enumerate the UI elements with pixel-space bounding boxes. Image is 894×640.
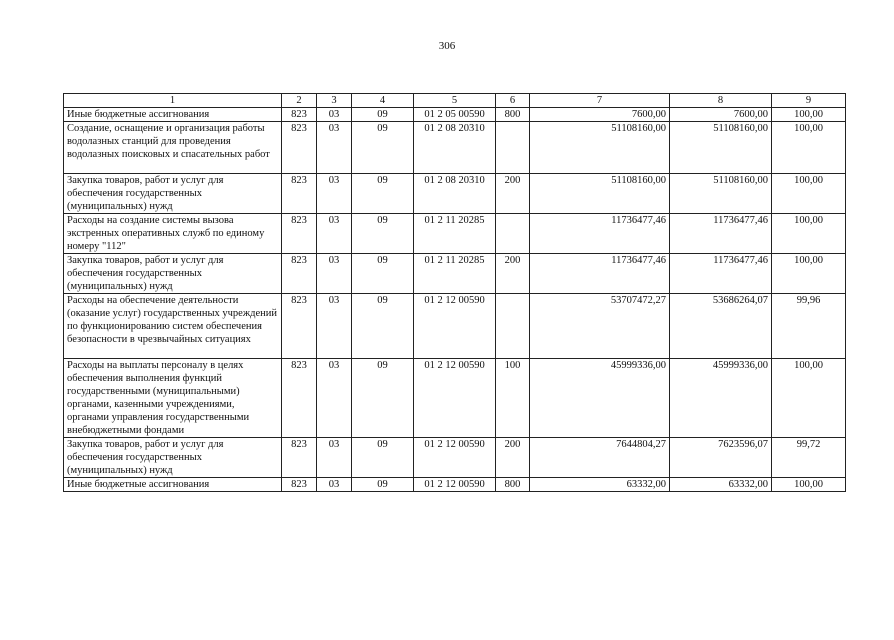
row-subsection-cell: 09 — [352, 174, 414, 214]
row-target-article-cell: 01 2 12 00590 — [414, 478, 496, 492]
row-expense-type-cell: 200 — [496, 254, 530, 294]
table-row — [64, 122, 846, 174]
row-target-article-cell: 01 2 11 20285 — [414, 254, 496, 294]
row-section-cell: 03 — [317, 254, 352, 294]
row-executed-amount-cell: 51108160,00 — [670, 174, 772, 214]
row-target-article-cell: 01 2 08 20310 — [414, 174, 496, 214]
row-code-cell: 823 — [282, 438, 317, 478]
row-section-cell: 03 — [317, 359, 352, 438]
row-subsection-cell: 09 — [352, 122, 414, 174]
header-cell: 6 — [496, 94, 530, 108]
row-planned-amount-cell: 53707472,27 — [530, 294, 670, 359]
row-executed-amount-cell: 63332,00 — [670, 478, 772, 492]
row-executed-amount-cell: 45999336,00 — [670, 359, 772, 438]
row-subsection-cell: 09 — [352, 254, 414, 294]
row-target-article-cell: 01 2 12 00590 — [414, 359, 496, 438]
row-percent-cell: 100,00 — [772, 359, 846, 438]
header-cell: 7 — [530, 94, 670, 108]
row-section-cell: 03 — [317, 122, 352, 174]
row-target-article-cell: 01 2 12 00590 — [414, 438, 496, 478]
row-planned-amount-cell: 63332,00 — [530, 478, 670, 492]
header-cell: 5 — [414, 94, 496, 108]
header-cell: 8 — [670, 94, 772, 108]
row-target-article-cell: 01 2 05 00590 — [414, 108, 496, 122]
header-cell: 4 — [352, 94, 414, 108]
row-expense-type-cell — [496, 214, 530, 254]
table-row — [64, 294, 846, 359]
row-code-cell: 823 — [282, 359, 317, 438]
row-name-cell: Расходы на выплаты персоналу в целях обеспечения выполнения функций государственными (муниципальными) органами, казенными учреждениями, органами управления государственными внебюджетными фондами — [64, 359, 282, 438]
row-executed-amount-cell: 7623596,07 — [670, 438, 772, 478]
row-name-cell: Закупка товаров, работ и услуг для обеспечения государственных (муниципальных) нужд — [64, 438, 282, 478]
row-executed-amount-cell: 51108160,00 — [670, 122, 772, 174]
row-expense-type-cell: 200 — [496, 438, 530, 478]
row-section-cell: 03 — [317, 478, 352, 492]
row-name-cell: Расходы на обеспечение деятельности (оказание услуг) государственных учреждений по функционированию систем обеспечения безопасности в чрезвычайных ситуациях — [64, 294, 282, 359]
row-code-cell: 823 — [282, 254, 317, 294]
row-expense-type-cell: 100 — [496, 359, 530, 438]
row-subsection-cell: 09 — [352, 214, 414, 254]
row-name-cell: Иные бюджетные ассигнования — [64, 108, 282, 122]
table-header-row — [64, 94, 846, 108]
row-planned-amount-cell: 11736477,46 — [530, 214, 670, 254]
row-code-cell: 823 — [282, 108, 317, 122]
row-code-cell: 823 — [282, 174, 317, 214]
row-code-cell: 823 — [282, 294, 317, 359]
row-percent-cell: 100,00 — [772, 254, 846, 294]
row-executed-amount-cell: 11736477,46 — [670, 254, 772, 294]
row-executed-amount-cell: 7600,00 — [670, 108, 772, 122]
row-code-cell: 823 — [282, 122, 317, 174]
header-cell: 9 — [772, 94, 846, 108]
row-subsection-cell: 09 — [352, 294, 414, 359]
row-target-article-cell: 01 2 08 20310 — [414, 122, 496, 174]
table-row — [64, 174, 846, 214]
row-name-cell: Закупка товаров, работ и услуг для обеспечения государственных (муниципальных) нужд — [64, 254, 282, 294]
row-executed-amount-cell: 53686264,07 — [670, 294, 772, 359]
row-percent-cell: 100,00 — [772, 478, 846, 492]
table-row — [64, 108, 846, 122]
row-code-cell: 823 — [282, 214, 317, 254]
budget-table — [63, 93, 846, 492]
row-expense-type-cell — [496, 294, 530, 359]
row-subsection-cell: 09 — [352, 438, 414, 478]
row-section-cell: 03 — [317, 108, 352, 122]
table-row — [64, 359, 846, 438]
row-percent-cell: 99,96 — [772, 294, 846, 359]
row-target-article-cell: 01 2 11 20285 — [414, 214, 496, 254]
table-row — [64, 438, 846, 478]
row-name-cell: Создание, оснащение и организация работы водолазных станций для проведения водолазных поисковых и спасательных работ — [64, 122, 282, 174]
row-percent-cell: 100,00 — [772, 174, 846, 214]
row-expense-type-cell: 800 — [496, 108, 530, 122]
row-planned-amount-cell: 7644804,27 — [530, 438, 670, 478]
row-expense-type-cell — [496, 122, 530, 174]
row-percent-cell: 100,00 — [772, 108, 846, 122]
header-cell: 1 — [64, 94, 282, 108]
row-section-cell: 03 — [317, 438, 352, 478]
row-code-cell: 823 — [282, 478, 317, 492]
row-planned-amount-cell: 51108160,00 — [530, 122, 670, 174]
header-cell: 2 — [282, 94, 317, 108]
table-row — [64, 254, 846, 294]
row-expense-type-cell: 200 — [496, 174, 530, 214]
row-percent-cell: 99,72 — [772, 438, 846, 478]
row-section-cell: 03 — [317, 294, 352, 359]
row-section-cell: 03 — [317, 214, 352, 254]
row-section-cell: 03 — [317, 174, 352, 214]
table-row — [64, 478, 846, 492]
row-expense-type-cell: 800 — [496, 478, 530, 492]
page-number: 306 — [438, 40, 456, 52]
row-percent-cell: 100,00 — [772, 122, 846, 174]
table-row — [64, 214, 846, 254]
row-name-cell: Иные бюджетные ассигнования — [64, 478, 282, 492]
row-name-cell: Расходы на создание системы вызова экстренных оперативных служб по единому номеру "112" — [64, 214, 282, 254]
row-subsection-cell: 09 — [352, 108, 414, 122]
row-subsection-cell: 09 — [352, 478, 414, 492]
row-target-article-cell: 01 2 12 00590 — [414, 294, 496, 359]
row-name-cell: Закупка товаров, работ и услуг для обеспечения государственных (муниципальных) нужд — [64, 174, 282, 214]
row-percent-cell: 100,00 — [772, 214, 846, 254]
row-executed-amount-cell: 11736477,46 — [670, 214, 772, 254]
row-subsection-cell: 09 — [352, 359, 414, 438]
row-planned-amount-cell: 7600,00 — [530, 108, 670, 122]
header-cell: 3 — [317, 94, 352, 108]
row-planned-amount-cell: 51108160,00 — [530, 174, 670, 214]
row-planned-amount-cell: 11736477,46 — [530, 254, 670, 294]
row-planned-amount-cell: 45999336,00 — [530, 359, 670, 438]
